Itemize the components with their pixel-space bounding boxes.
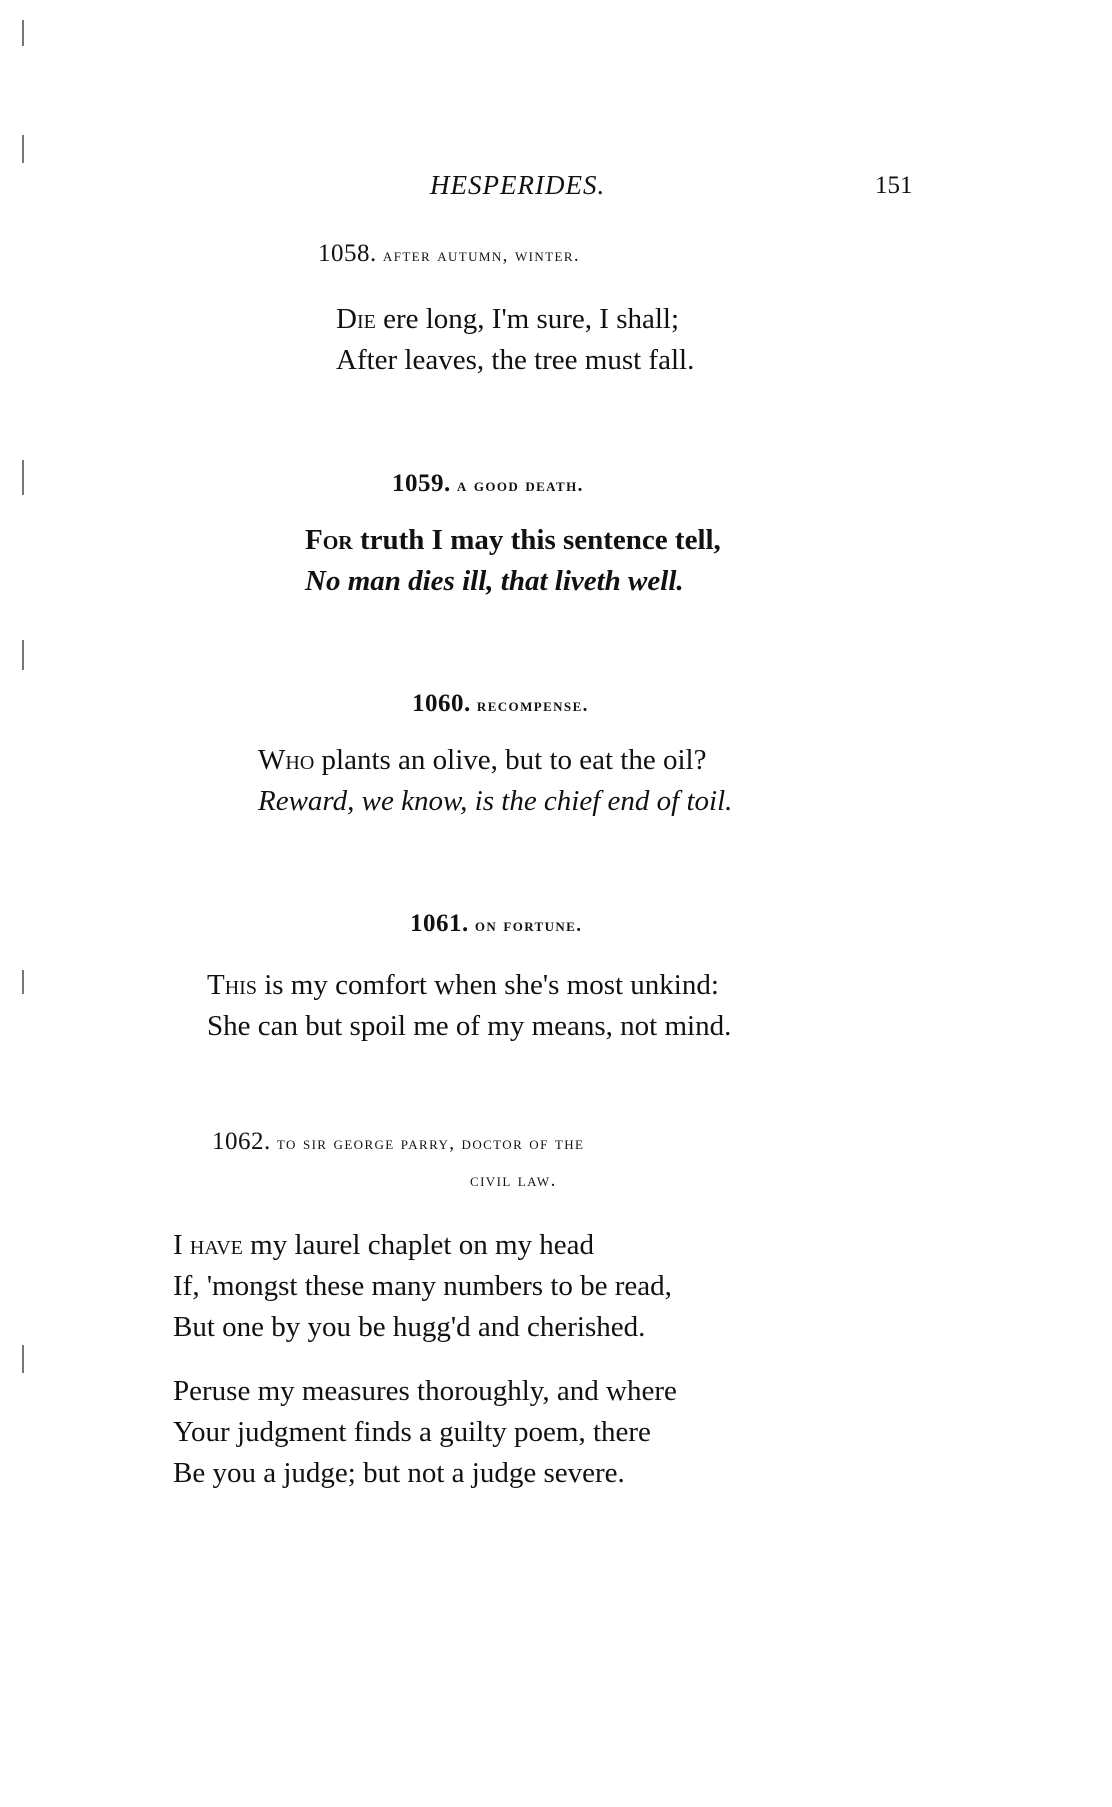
line-text: is my comfort when she's most unkind: <box>264 969 719 1001</box>
poem-line: But one by you be hugg'd and cherished. <box>173 1311 646 1343</box>
poem-line <box>258 740 732 781</box>
poem-line: She can but spoil me of my means, not mind. <box>207 1010 732 1042</box>
poem-number: 1061. <box>410 910 469 937</box>
poem-text <box>305 520 721 602</box>
poem-heading <box>410 910 582 938</box>
poem-heading <box>392 470 584 498</box>
line-text: truth I may this sentence tell, <box>359 524 721 556</box>
poem-line <box>336 299 694 340</box>
line-text: ere long, I'm sure, I shall; <box>383 303 680 335</box>
poem-line: Your judgment finds a guilty poem, there <box>173 1416 651 1448</box>
poem-title: a good death. <box>456 475 584 496</box>
poem-line: After leaves, the tree must fall. <box>336 344 695 376</box>
poem-line <box>173 1225 672 1266</box>
poem-text <box>207 965 731 1047</box>
poem-title: on fortune. <box>474 915 583 936</box>
running-title: HESPERIDES. <box>430 170 606 200</box>
poem-line: Peruse my measures thoroughly, and where <box>173 1375 677 1407</box>
page-number: 151 <box>875 172 913 199</box>
line-text: plants an olive, but to eat the oil? <box>321 744 707 776</box>
line-text: my laurel chaplet on my head <box>250 1229 594 1261</box>
first-word-initial: D <box>336 303 357 335</box>
poem-heading <box>212 1128 584 1156</box>
scan-mark <box>22 970 24 994</box>
poem-heading <box>318 240 580 268</box>
poem-line: Reward, we know, is the chief end of toil. <box>258 785 733 817</box>
poem-number: 1060. <box>412 690 471 717</box>
first-word-rest: ho <box>285 744 315 776</box>
poem-line: Be you a judge; but not a judge severe. <box>173 1457 625 1489</box>
poem-number: 1059. <box>392 470 451 497</box>
poem-stanza <box>173 1225 672 1348</box>
scan-mark <box>22 640 24 670</box>
poem-heading-continued <box>470 1170 557 1192</box>
first-word-rest: or <box>322 524 353 556</box>
scan-mark <box>22 20 24 46</box>
first-word-initial: T <box>207 969 225 1001</box>
poem-title: recompense. <box>476 695 589 716</box>
poem-stanza <box>173 1371 677 1494</box>
scan-mark <box>22 135 24 163</box>
scan-mark <box>22 460 24 495</box>
poem-title: to sir george parry, doctor of the <box>276 1133 585 1154</box>
poem-line <box>305 520 721 561</box>
poem-number: 1062. <box>212 1128 271 1155</box>
poem-line: If, 'mongst these many numbers to be read, <box>173 1270 672 1302</box>
poem-text <box>336 299 694 381</box>
poem-text <box>258 740 732 822</box>
first-word-rest: ie <box>356 303 376 335</box>
poem-title-continued: civil law. <box>470 1170 557 1191</box>
poem-title: after autumn, winter. <box>382 245 581 266</box>
poem-line: No man dies ill, that liveth well. <box>305 565 684 597</box>
first-word-initial: F <box>305 524 323 556</box>
scan-mark <box>22 1345 24 1373</box>
poem-line <box>207 965 731 1006</box>
poem-number: 1058. <box>318 240 377 267</box>
poem-heading <box>412 690 589 718</box>
first-word-initial: W <box>258 744 286 776</box>
running-head <box>0 170 1112 210</box>
first-word-rest: have <box>189 1229 243 1261</box>
first-word-rest: his <box>224 969 257 1001</box>
first-word-initial: I <box>173 1229 183 1261</box>
